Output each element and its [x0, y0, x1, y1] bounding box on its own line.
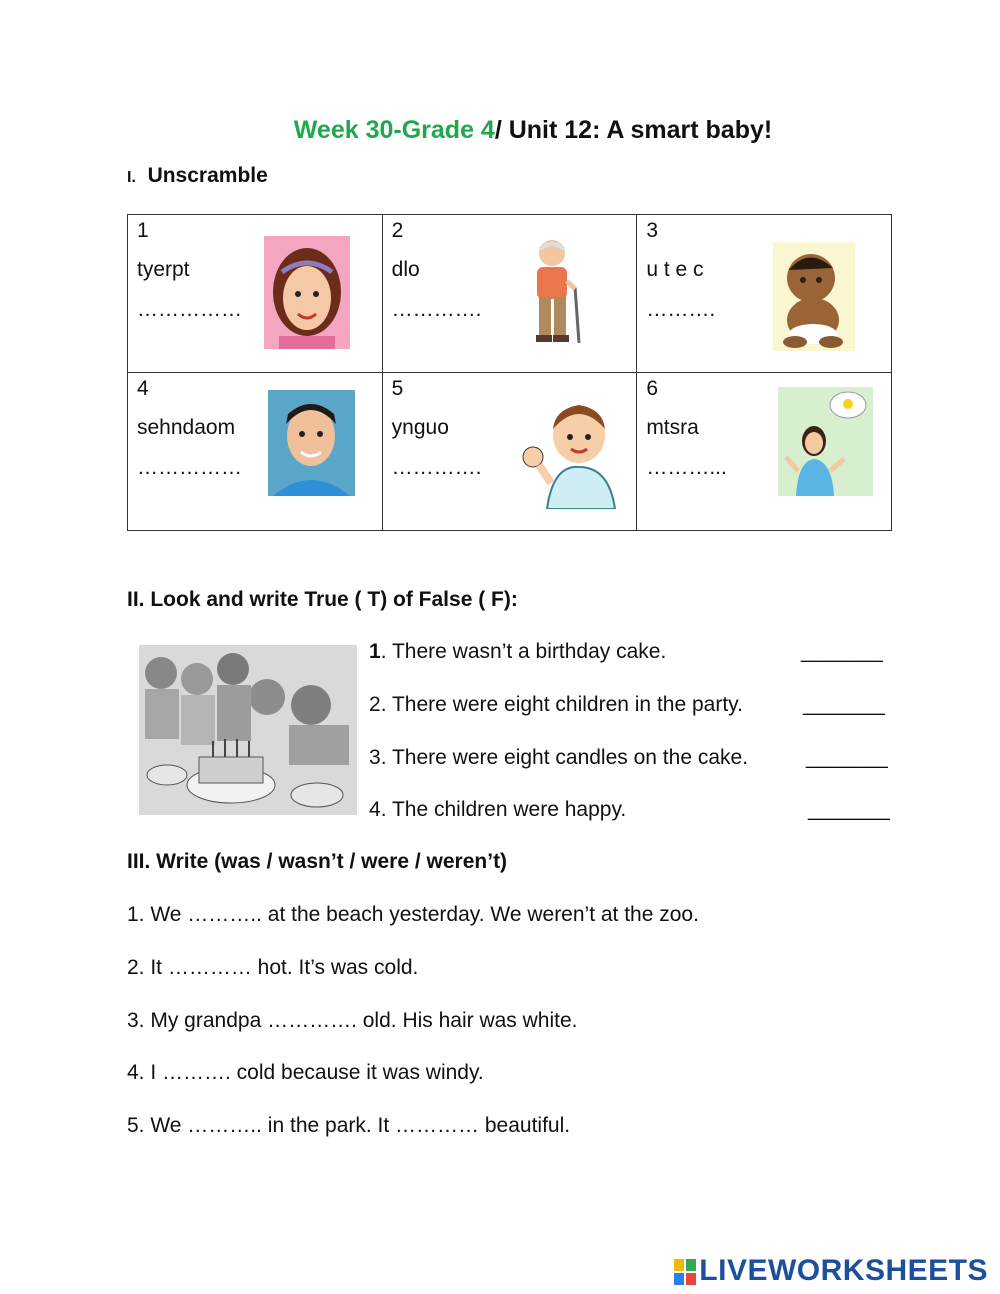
answer-blank[interactable]: …………… — [137, 456, 242, 479]
liveworksheets-logo: LIVEWORKSHEETS — [674, 1254, 988, 1288]
unscramble-cell-6: 6 mtsra ………... — [637, 373, 892, 531]
title-unit: / Unit 12: A smart baby! — [494, 116, 773, 144]
answer-blank[interactable]: …………. — [391, 298, 482, 321]
fill-sentence-5[interactable]: 5. We ……….. in the park. It ………… beautiful. — [127, 1114, 571, 1137]
tf-statement-3: 3. There were eight candles on the cake. — [369, 746, 749, 769]
unscramble-cell-1: 1 tyerpt …………… — [128, 215, 383, 373]
unscramble-cell-2: 2 dlo …………. — [382, 215, 637, 373]
fill-sentence-1[interactable]: 1. We ……….. at the beach yesterday. We weren’t at the zoo. — [127, 903, 699, 926]
fill-sentence-2[interactable]: 2. It ………… hot. It’s was cold. — [127, 956, 419, 979]
answer-blank[interactable]: ………... — [646, 456, 727, 479]
smart-girl-icon — [778, 387, 873, 496]
unscramble-cell-4: 4 sehndaom …………… — [128, 373, 383, 531]
cute-baby-icon — [773, 242, 855, 351]
pretty-girl-icon — [264, 236, 350, 349]
birthday-party-photo — [139, 645, 357, 815]
young-man-icon — [519, 395, 623, 509]
section-1-heading: I. Unscramble — [127, 164, 268, 187]
tf-statement-1: 1. There wasn’t a birthday cake. — [369, 640, 667, 663]
fill-sentence-3[interactable]: 3. My grandpa …………. old. His hair was white. — [127, 1009, 578, 1032]
old-man-icon — [521, 237, 591, 349]
section-2-heading: II. Look and write True ( T) of False ( F): — [127, 588, 518, 611]
tf-statement-4: 4. The children were happy. — [369, 798, 627, 821]
unscramble-table — [127, 214, 892, 531]
tf-answer-4[interactable]: _______ — [808, 798, 890, 821]
tf-answer-3[interactable]: _______ — [806, 746, 888, 769]
unscramble-cell-5: 5 ynguo …………. — [382, 373, 637, 531]
tf-statement-2: 2. There were eight children in the party. — [369, 693, 743, 716]
page-title — [0, 116, 1000, 145]
tf-answer-1[interactable]: _______ — [801, 640, 883, 663]
section-3-heading: III. Write (was / wasn’t / were / weren’t) — [127, 850, 508, 873]
title-week-grade: Week 30-Grade 4 — [293, 116, 495, 144]
answer-blank[interactable]: …………… — [137, 298, 242, 321]
tf-answer-2[interactable]: _______ — [803, 693, 885, 716]
answer-blank[interactable]: …………. — [391, 456, 482, 479]
answer-blank[interactable]: ………. — [646, 298, 716, 321]
unscramble-cell-3: 3 u t e c ………. — [637, 215, 892, 373]
fill-sentence-4[interactable]: 4. I ………. cold because it was windy. — [127, 1061, 484, 1084]
handsome-man-icon — [268, 390, 355, 496]
liveworksheets-mark-icon — [674, 1259, 696, 1285]
birthday-party-icon — [139, 645, 357, 815]
